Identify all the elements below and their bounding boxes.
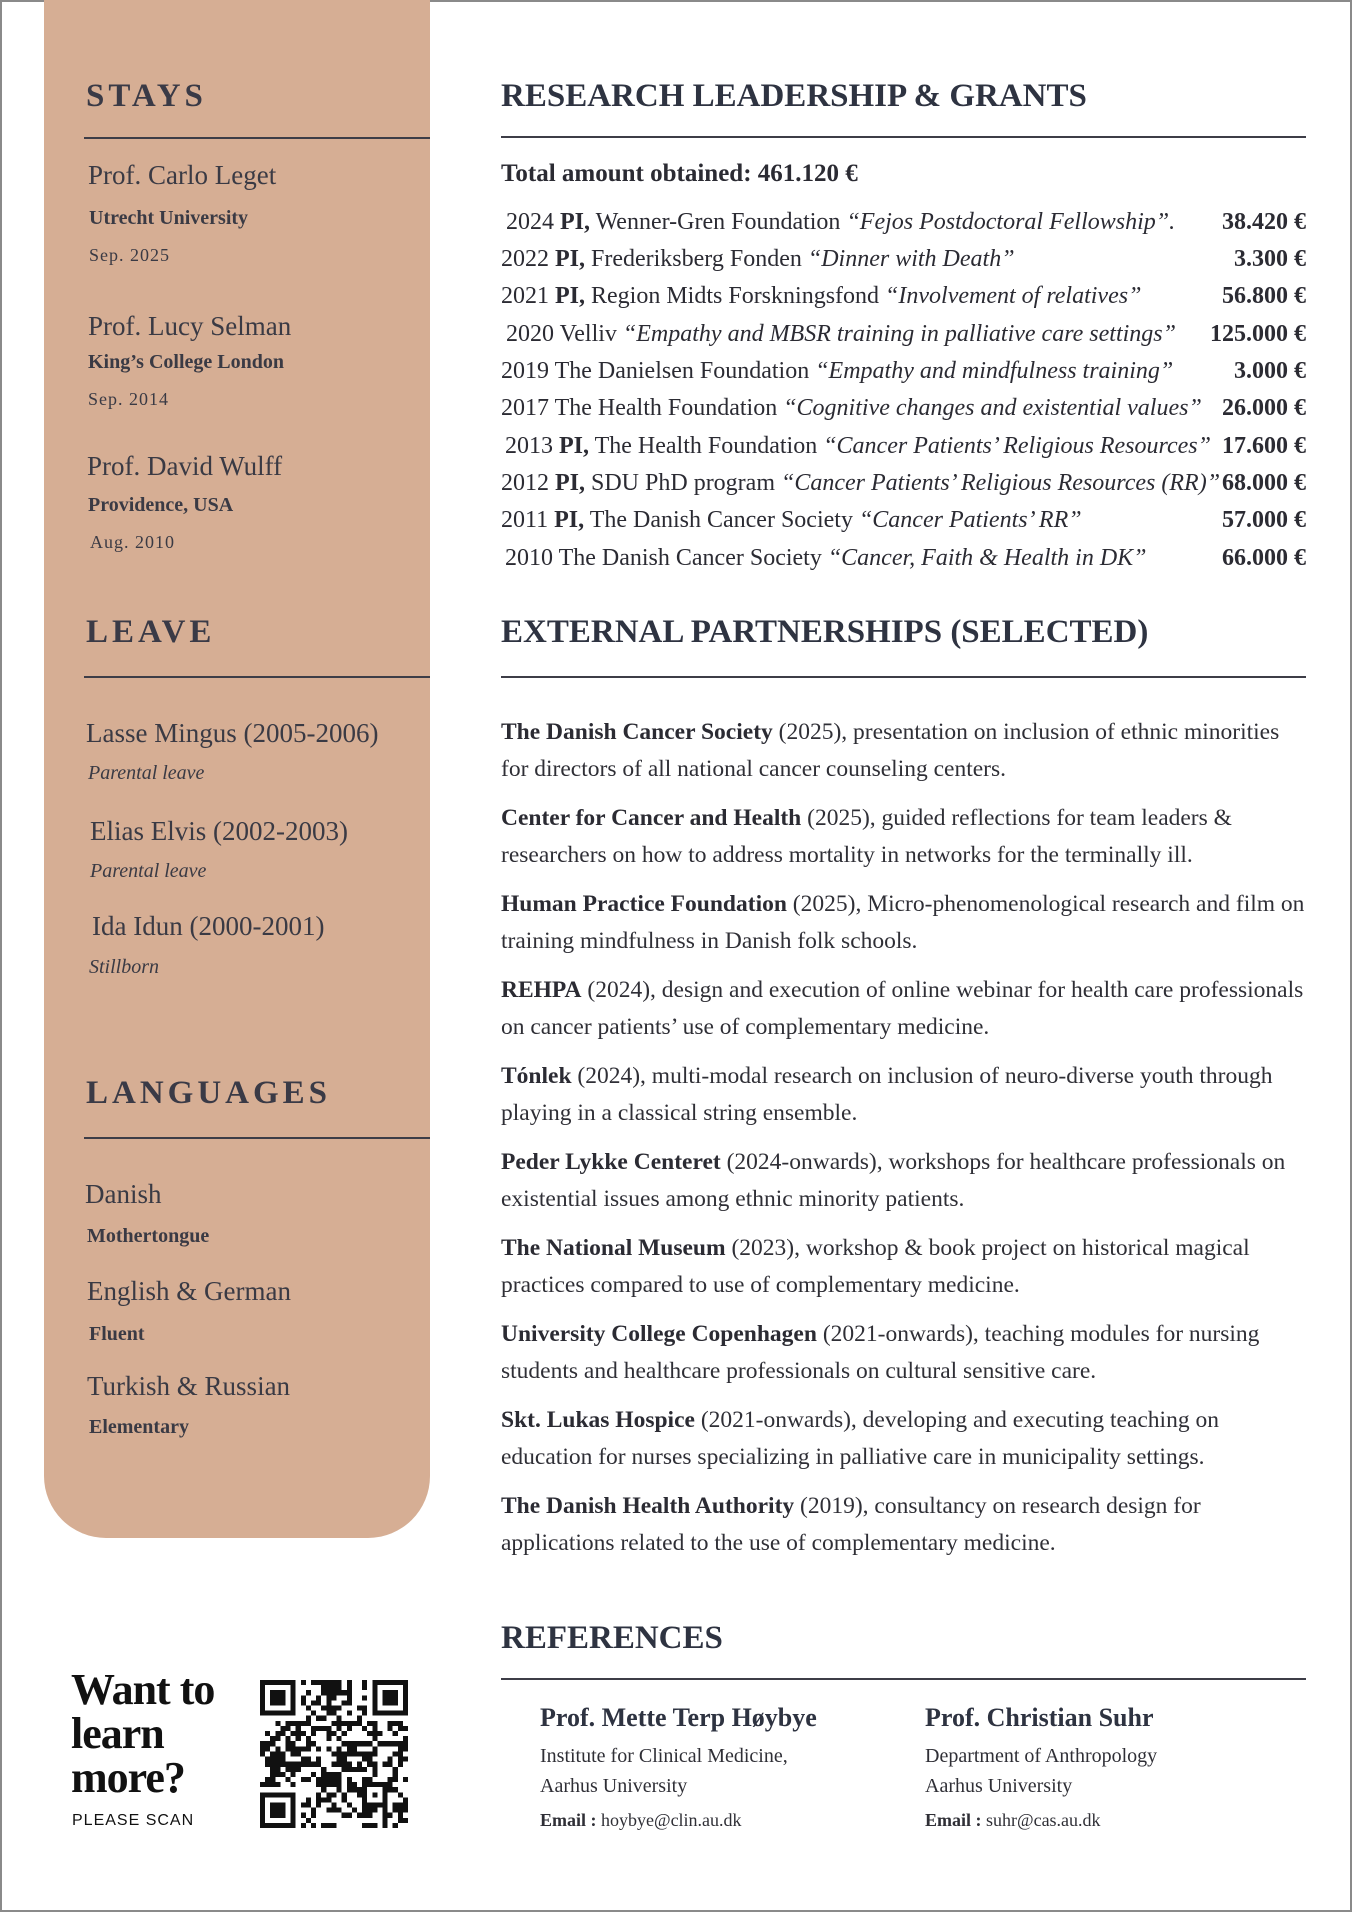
partnership-item: [501, 714, 1306, 788]
grant-year: 2017: [501, 395, 549, 421]
grant-amount: 66.000 €: [1222, 545, 1306, 571]
partner-org: REHPA: [501, 977, 582, 1003]
grant-amount: 3.000 €: [1234, 358, 1306, 384]
grant-year: 2019: [501, 358, 549, 384]
email-address[interactable]: hoybye@clin.au.dk: [596, 1810, 742, 1830]
partner-org: Skt. Lukas Hospice: [501, 1407, 695, 1433]
grant-funder: The Danielsen Foundation: [554, 358, 810, 384]
grant-description: [501, 470, 1220, 497]
partner-org: The Danish Cancer Society: [501, 719, 773, 745]
partner-description: (2021-onwards), teaching modules for nursing students and healthcare professionals on cultural sensitive care.: [501, 1321, 1260, 1384]
cta-line: more?: [71, 1753, 185, 1802]
reference-name: Prof. Mette Terp Høybye: [540, 1703, 817, 1732]
stay-institution: King’s College London: [88, 351, 284, 373]
email-label: Email :: [540, 1810, 597, 1830]
leave-name: Elias Elvis (2002-2003): [90, 816, 348, 846]
grant-funder: The Danish Cancer Society: [589, 507, 853, 533]
grant-funder: The Danish Cancer Society: [558, 545, 822, 571]
email-label: Email :: [925, 1810, 982, 1830]
partner-org: The National Museum: [501, 1235, 726, 1261]
partner-description: (2025), guided reflections for team leaders & researchers on how to address mortality in networks for the terminally ill.: [501, 805, 1232, 868]
grant-title: “Dinner with Death”: [807, 246, 1015, 272]
grant-year: 2024: [506, 209, 554, 235]
grant-funder: Region Midts Forskningsfond: [591, 283, 880, 309]
language-level: Mothertongue: [87, 1225, 210, 1247]
grant-row: [501, 246, 1306, 278]
leave-note: Parental leave: [90, 860, 207, 882]
grant-description: [505, 545, 1147, 572]
partnership-item: [501, 1144, 1306, 1218]
grant-funder: Frederiksberg Fonden: [591, 246, 802, 272]
grant-amount: 26.000 €: [1222, 395, 1306, 421]
grant-title: “Empathy and MBSR training in palliative care settings”: [622, 321, 1176, 347]
grant-amount: 17.600 €: [1222, 433, 1306, 459]
grant-description: [506, 321, 1176, 348]
scan-label: PLEASE SCAN: [72, 1812, 195, 1829]
grant-description: [501, 395, 1202, 422]
partnerships-divider: [501, 676, 1306, 678]
partnerships-heading: EXTERNAL PARTNERSHIPS (SELECTED): [501, 614, 1149, 650]
stay-institution: Providence, USA: [88, 494, 234, 516]
references-heading: REFERENCES: [501, 1620, 723, 1656]
grant-row: [501, 209, 1306, 241]
partner-description: (2024), design and execution of online webinar for health care professionals on cancer patients’ use of complementary medicine.: [501, 977, 1304, 1040]
grant-year: 2013: [505, 433, 553, 459]
grant-year: 2010: [505, 545, 553, 571]
partner-description: (2023), workshop & book project on historical magical practices compared to use of complementary medicine.: [501, 1235, 1250, 1298]
stay-name: Prof. David Wulff: [87, 451, 283, 481]
leave-note: Stillborn: [89, 956, 160, 978]
grant-funder: The Health Foundation: [594, 433, 818, 459]
partnership-item: [501, 1058, 1306, 1132]
email-address[interactable]: suhr@cas.au.dk: [981, 1810, 1101, 1830]
languages-heading: LANGUAGES: [86, 1075, 332, 1111]
leave-name: Ida Idun (2000-2001): [92, 911, 325, 941]
partnership-item: [501, 1402, 1306, 1476]
reference-email[interactable]: [925, 1810, 1101, 1831]
stay-institution: Utrecht University: [89, 207, 249, 229]
partnership-item: [501, 800, 1306, 874]
cta-heading: [71, 1665, 215, 1802]
qr-code-icon[interactable]: [260, 1680, 408, 1828]
reference-email[interactable]: [540, 1810, 742, 1831]
grant-row: [501, 545, 1306, 577]
language-name: Turkish & Russian: [87, 1371, 291, 1401]
partner-description: (2024-onwards), workshops for healthcare professionals on existential issues among ethnic minority patients.: [501, 1149, 1286, 1212]
reference-affiliation: Department of Anthropology: [925, 1745, 1158, 1767]
partner-description: (2025), Micro-phenomenological research and film on training mindfulness in Danish folk schools.: [501, 891, 1305, 954]
grant-title: “Cancer Patients’ Religious Resources”: [823, 433, 1211, 459]
grant-row: [501, 433, 1306, 465]
grant-pi: PI,: [559, 433, 589, 459]
partnership-item: [501, 1316, 1306, 1390]
grant-title: “Cognitive changes and existential values”: [783, 395, 1202, 421]
grant-pi: PI,: [555, 246, 585, 272]
grant-row: [501, 283, 1306, 315]
grant-row: [501, 470, 1306, 502]
grant-amount: 3.300 €: [1234, 246, 1306, 272]
language-level: Fluent: [89, 1323, 145, 1345]
grant-pi: PI,: [554, 507, 585, 533]
stay-name: Prof. Carlo Leget: [88, 160, 277, 190]
research-divider: [501, 136, 1306, 138]
grant-year: 2011: [501, 507, 549, 533]
grant-description: [506, 209, 1175, 236]
partner-org: Peder Lykke Centeret: [501, 1149, 721, 1175]
leave-divider: [84, 676, 430, 678]
grant-amount: 57.000 €: [1222, 507, 1306, 533]
grant-funder: SDU PhD program: [591, 470, 775, 496]
partner-description: (2025), presentation on inclusion of ethnic minorities for directors of all national cancer counseling centers.: [501, 719, 1280, 782]
partner-description: (2021-onwards), developing and executing teaching on education for nurses specializing in palliative care in municipality settings.: [501, 1407, 1219, 1470]
grant-year: 2020: [506, 321, 554, 347]
grant-row: [501, 321, 1306, 353]
partnership-item: [501, 1488, 1306, 1562]
partnership-item: [501, 886, 1306, 960]
grant-amount: 68.000 €: [1222, 470, 1306, 496]
grant-title: “Fejos Postdoctoral Fellowship”.: [846, 209, 1176, 235]
language-name: English & German: [87, 1276, 291, 1306]
references-divider: [501, 1678, 1306, 1680]
total-amount: Total amount obtained: 461.120 €: [501, 160, 858, 187]
leave-name: Lasse Mingus (2005-2006): [86, 718, 379, 748]
grant-title: “Cancer, Faith & Health in DK”: [827, 545, 1147, 571]
partner-org: Tónlek: [501, 1063, 572, 1089]
reference-affiliation: Institute for Clinical Medicine,: [540, 1745, 788, 1767]
stay-name: Prof. Lucy Selman: [88, 311, 292, 341]
grant-amount: 38.420 €: [1222, 209, 1306, 235]
grant-amount: 56.800 €: [1222, 283, 1306, 309]
cta-line: learn: [71, 1709, 164, 1758]
grant-description: [501, 283, 1141, 310]
partner-description: (2024), multi-modal research on inclusion of neuro-diverse youth through playing in a classical string ensemble.: [501, 1063, 1273, 1126]
grant-row: [501, 395, 1306, 427]
stays-heading: STAYS: [86, 78, 207, 114]
grant-title: “Cancer Patients’ RR”: [858, 507, 1082, 533]
languages-divider: [84, 1137, 430, 1139]
partner-org: Center for Cancer and Health: [501, 805, 802, 831]
grant-row: [501, 358, 1306, 390]
stay-date: Sep. 2014: [88, 389, 169, 409]
grant-pi: PI,: [560, 209, 590, 235]
grant-funder: Wenner-Gren Foundation: [595, 209, 841, 235]
grant-description: [501, 246, 1015, 273]
grant-description: [501, 358, 1173, 385]
language-name: Danish: [85, 1179, 162, 1209]
partner-org: University College Copenhagen: [501, 1321, 817, 1347]
stay-date: Aug. 2010: [90, 532, 175, 552]
stay-date: Sep. 2025: [89, 245, 170, 265]
partnership-item: [501, 972, 1306, 1046]
leave-note: Parental leave: [88, 762, 205, 784]
grant-description: [505, 433, 1211, 460]
grant-amount: 125.000 €: [1210, 321, 1306, 347]
grant-title: “Involvement of relatives”: [885, 283, 1142, 309]
grant-year: 2012: [501, 470, 549, 496]
grant-title: “Empathy and mindfulness training”: [815, 358, 1174, 384]
grant-pi: PI,: [555, 470, 585, 496]
grant-funder: Velliv: [559, 321, 617, 347]
partner-org: The Danish Health Authority: [501, 1493, 795, 1519]
partner-org: Human Practice Foundation: [501, 891, 787, 917]
leave-heading: LEAVE: [86, 614, 216, 650]
grant-funder: The Health Foundation: [554, 395, 778, 421]
research-heading: RESEARCH LEADERSHIP & GRANTS: [501, 78, 1087, 114]
grant-row: [501, 507, 1306, 539]
grant-pi: PI,: [555, 283, 585, 309]
stays-divider: [84, 137, 430, 139]
partner-description: (2019), consultancy on research design for applications related to the use of complementary medicine.: [501, 1493, 1201, 1556]
grant-description: [501, 507, 1082, 534]
grant-year: 2022: [501, 246, 549, 272]
reference-affiliation: Aarhus University: [925, 1775, 1073, 1797]
cta-line: Want to: [71, 1665, 215, 1714]
reference-name: Prof. Christian Suhr: [925, 1703, 1154, 1732]
language-level: Elementary: [89, 1416, 189, 1438]
grant-title: “Cancer Patients’ Religious Resources (RR)”: [781, 470, 1221, 496]
partnership-item: [501, 1230, 1306, 1304]
grant-year: 2021: [501, 283, 549, 309]
reference-affiliation: Aarhus University: [540, 1775, 688, 1797]
